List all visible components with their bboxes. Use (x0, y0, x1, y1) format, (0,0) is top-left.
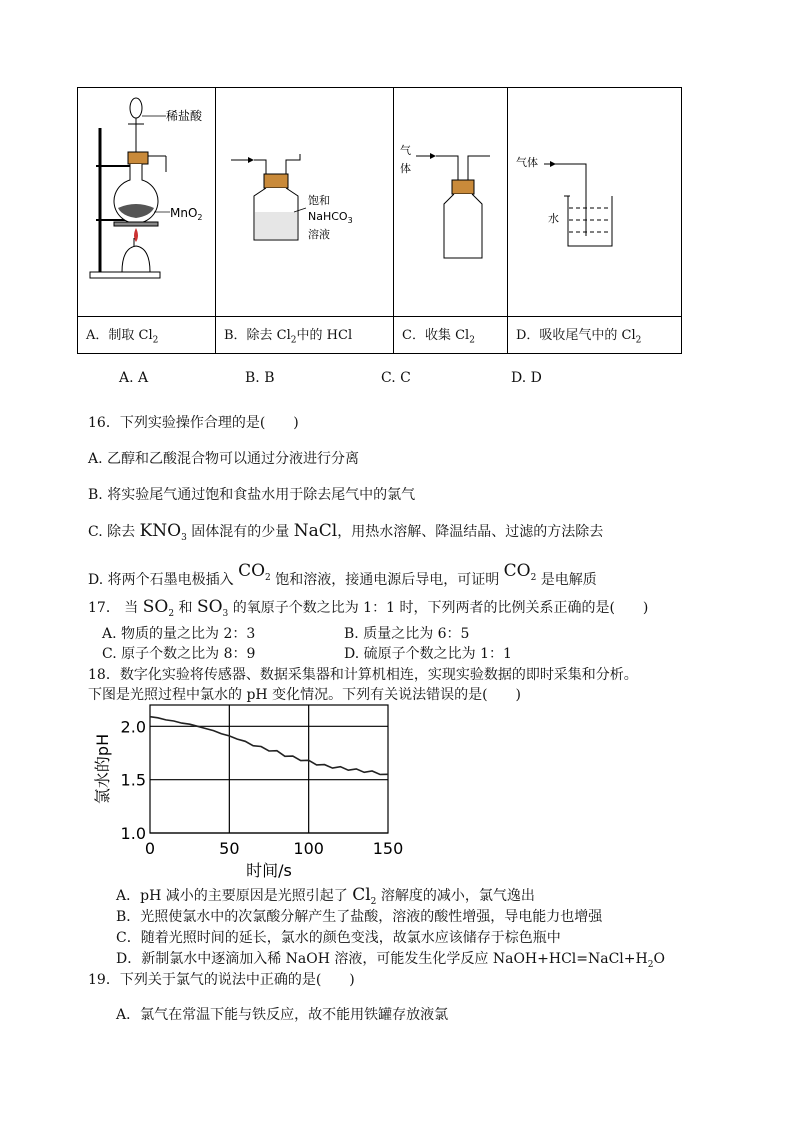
label-solution: 溶液 (308, 228, 330, 241)
x-tick-label: 0 (144, 839, 156, 858)
ph-line-chart (90, 700, 410, 882)
q16-option-b: B. 将实验尾气通过饱和食盐水用于除去尾气中的氯气 (88, 487, 416, 503)
label-tail-gas: 气体 (516, 156, 538, 169)
q18-option-a: A．pH 减小的主要原因是光照引起了 $Cl_2$ 溶解度的减小，氯气逸出 (116, 885, 535, 907)
caption-c: C．收集 $Cl_2$ (394, 317, 508, 354)
q17-option-b: B. 质量之比为 6：5 (344, 626, 470, 642)
q18-stem-line2: 下图是光照过程中氯水的 pH 变化情况。下列有关说法错误的是( ) (88, 687, 521, 703)
q18-option-b: B．光照使氯水中的次氯酸分解产生了盐酸，溶液的酸性增强，导电能力也增强 (116, 909, 603, 925)
x-tick-label: 50 (219, 839, 240, 858)
caption-b: B．除去 $Cl_2$中的 HCl (216, 317, 394, 354)
q15-option-b: B. B (245, 370, 275, 386)
x-tick-label: 150 (372, 839, 404, 858)
tail-gas-absorption-diagram (508, 88, 681, 312)
q17-option-c: C. 原子个数之比为 8：9 (102, 646, 256, 662)
y-tick-label: 1.5 (120, 770, 146, 790)
q16-option-a: A. 乙醇和乙酸混合物可以通过分液进行分离 (88, 451, 360, 467)
label-gas-2: 体 (400, 162, 411, 175)
ph-series-line (150, 717, 388, 775)
apparatus-d-cell (508, 88, 682, 317)
q18-stem-line1: 18．数字化实验将传感器、数据采集器和计算机相连，实现实验数据的即时采集和分析。 (88, 667, 638, 683)
label-saturated: 饱和 (308, 194, 330, 207)
q16-option-c: C. 除去 $KNO_3$ 固体混有的少量 NaCl，用热水溶解、降温结晶、过滤的方法除去 (88, 521, 604, 543)
q19-option-a: A．氯气在常温下能与铁反应，故不能用铁罐存放液氯 (116, 1007, 449, 1023)
gas-collecting-bottle-diagram (394, 88, 507, 312)
label-mno2: MnO$_2$ (170, 206, 203, 222)
label-water: 水 (548, 212, 559, 225)
label-gas-1: 气 (400, 144, 411, 157)
y-tick-label: 1.0 (120, 824, 146, 843)
caption-a: A．制取 $Cl_2$ (78, 317, 216, 354)
q18-option-c: C．随着光照时间的延长，氯水的颜色变浅，故氯水应该储存于棕色瓶中 (116, 930, 561, 946)
stand-base (90, 272, 160, 278)
q15-option-d: D. D (511, 370, 542, 386)
y-tick-label: 2.0 (120, 717, 146, 737)
q15-option-a: A. A (119, 370, 149, 386)
q19-stem: 19．下列关于氯气的说法中正确的是( ) (88, 972, 355, 988)
apparatus-c-cell (394, 88, 508, 317)
chlorine-generator-diagram (78, 88, 215, 312)
q16-stem: 16．下列实验操作合理的是( ) (88, 415, 299, 431)
q17-option-d: D. 硫原子个数之比为 1：1 (344, 646, 512, 662)
q18-option-d: D．新制氯水中逐滴加入稀 NaOH 溶液，可能发生化学反应 $NaOH+HCl=NaCl+H_2O$ (116, 951, 665, 970)
washing-bottle-diagram (216, 88, 393, 312)
q17-option-a: A. 物质的量之比为 2：3 (102, 626, 256, 642)
x-axis-label: 时间/s (246, 861, 292, 880)
apparatus-b-cell (216, 88, 394, 317)
label-nahco3: NaHCO$_3$ (308, 210, 353, 225)
apparatus-table (77, 87, 682, 354)
q16-option-d: D. 将两个石墨电极插入 $CO_2$ 饱和溶液，接通电源后导电，可证明 $CO_2$ 是电解质 (88, 561, 597, 588)
label-dilute-hcl: 稀盐酸 (166, 109, 203, 123)
caption-d: D．吸收尾气中的 $Cl_2$ (508, 317, 682, 354)
x-tick-label: 100 (293, 839, 324, 858)
y-axis-label: 氯水的pH (93, 733, 112, 805)
q15-option-c: C. C (381, 370, 411, 386)
q17-stem: 17． 当 $SO_2$ 和 $SO_3$ 的氧原子个数之比为 1：1 时，下列两者的比例关系正确的是( ) (88, 597, 649, 619)
apparatus-a-cell (78, 88, 216, 317)
